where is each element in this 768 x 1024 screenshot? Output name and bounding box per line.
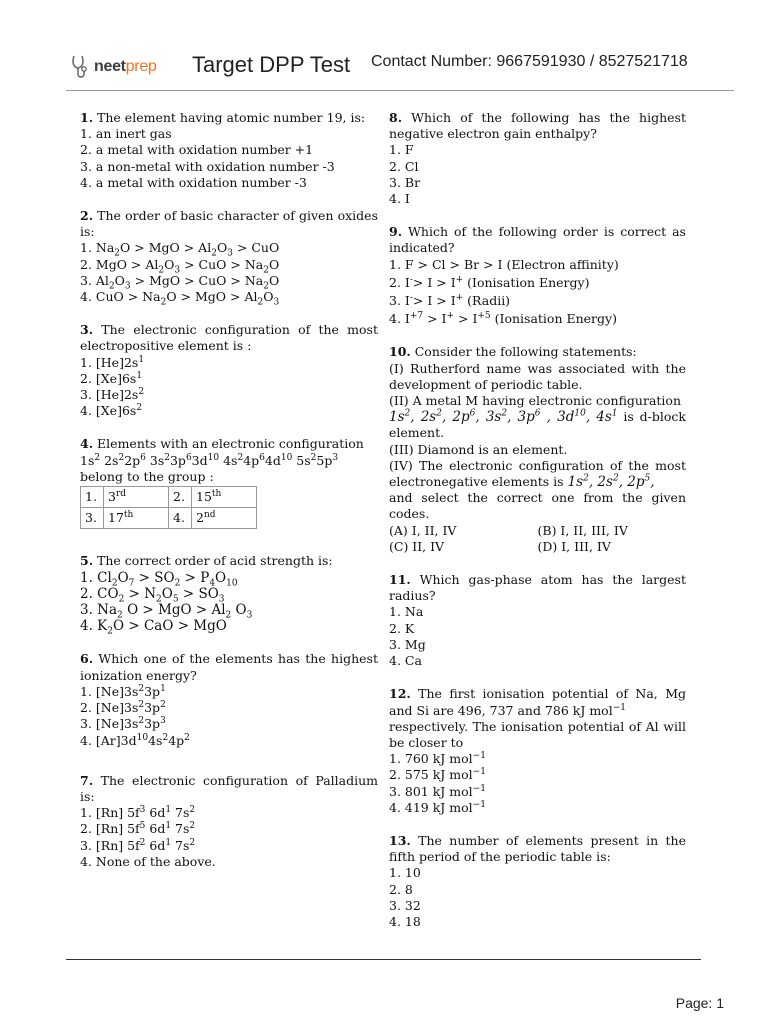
- question-6: [80, 651, 378, 748]
- question-number: 12.: [389, 686, 411, 702]
- option-3: 3. $[He]2s^2$: [80, 386, 145, 403]
- option-value: 15th: [192, 487, 257, 508]
- option-1: 1. $Na_2O$ > MgO > $Al_2O_3$ > CuO: [80, 240, 280, 259]
- question-number: 7.: [80, 772, 94, 788]
- option-1: 1. F > Cl > Br > I (Electron affinity): [389, 256, 619, 272]
- option-3: 3. a non-metal with oxidation number -3: [80, 158, 335, 174]
- logo-text-prep: prep: [125, 58, 157, 75]
- question-text: The first ionisation potential of Na, Mg and Si are 496, 737 and 786 kJ mol: [389, 686, 686, 718]
- option-3: 3. Br: [389, 174, 421, 190]
- stethoscope-icon: [70, 54, 90, 80]
- question-number: 8.: [389, 110, 403, 125]
- page-header: [0, 0, 768, 95]
- statement-2: (II) A metal M having electronic configuration: [389, 393, 681, 409]
- option-4: 4. I: [389, 191, 410, 207]
- question-3: [80, 322, 378, 419]
- statement-1: (I) Rutherford name was associated with the development of periodic table.: [389, 360, 686, 392]
- option-4: 4. a metal with oxidation number -3: [80, 174, 307, 190]
- option-2: 2. [Rn] $5f^5$ $6d^1$ $7s^2$: [80, 821, 196, 837]
- question-text: The number of elements present in the fifth period of the periodic table is:: [389, 832, 686, 865]
- option-number: 4.: [169, 508, 192, 529]
- option-2: 2. Cl: [389, 158, 419, 174]
- question-number: 11.: [389, 572, 411, 588]
- footer-divider: [66, 959, 701, 960]
- question-text: Which of the following has the highest negative electron gain enthalpy?: [389, 110, 686, 142]
- code-d: (D) I, III, IV: [537, 538, 611, 554]
- option-2: 2. K: [389, 620, 415, 636]
- question-number: 3.: [80, 322, 94, 338]
- option-2: 2. $[Xe]6s^1$: [80, 370, 143, 386]
- code-a: (A) I, II, IV: [389, 522, 457, 538]
- question-11: [389, 572, 686, 669]
- question-number: 1.: [80, 110, 94, 125]
- option-3: 3. 32: [389, 897, 421, 913]
- question-text: The electronic configuration of Palladium is:: [80, 772, 379, 804]
- option-number: 1.: [81, 487, 104, 508]
- neetprep-logo: [70, 52, 157, 82]
- header-divider: [66, 90, 734, 91]
- code-b: (B) I, II, III, IV: [537, 522, 628, 538]
- option-4: 4. CuO > $Na_2O$ > MgO > $Al_2O_3$: [80, 289, 280, 308]
- option-4: 4. None of the above.: [80, 853, 216, 869]
- option-1: 1. 760 kJ mol: [389, 751, 473, 767]
- question-7: [80, 773, 378, 870]
- option-3: 3. Mg: [389, 636, 426, 652]
- question-text: Which one of the elements has the highest ionization energy?: [80, 651, 378, 683]
- option-number: 2.: [169, 487, 192, 508]
- option-2: 2. $[Ne]3s^23p^2$: [80, 699, 166, 716]
- option-3: 3. I-> I > I+ (Radii): [389, 292, 511, 309]
- option-4: 4. 419 kJ mol: [389, 799, 473, 815]
- option-1: 1. [Rn] $5f^3$ $6d^1$ $7s^2$: [80, 804, 196, 821]
- option-1: 1. 10: [389, 865, 421, 881]
- option-3: 3. $Al_2O_3$ > MgO > CuO > $Na_2O$: [80, 272, 280, 292]
- option-2: 2. MgO > $Al_2O_3$ > CuO > $Na_2O$: [80, 256, 280, 276]
- option-1: 1. an inert gas: [80, 126, 172, 142]
- question-text: The element having atomic number 19, is:: [97, 110, 366, 125]
- question-number: 4.: [80, 436, 94, 452]
- question-9: [389, 224, 686, 327]
- question-13: [389, 833, 686, 930]
- option-1: 1. $[Ne]3s^23p^1$: [80, 683, 166, 699]
- option-2: 2. $CO_2 > N_2O_5 > SO_3$: [80, 585, 225, 605]
- page-title: Target DPP Test: [192, 52, 351, 77]
- option-value: 3rd: [104, 487, 169, 508]
- statement-3: (III) Diamond is an element.: [389, 441, 568, 457]
- question-text: The electronic configuration of the most electropositive element is :: [80, 322, 378, 354]
- option-2: 2. I-> I > I+ (Ionisation Energy): [389, 274, 590, 290]
- options-table: [80, 486, 257, 529]
- question-text: Which gas-phase atom has the largest radius?: [389, 572, 686, 604]
- question-number: 5.: [80, 553, 94, 569]
- option-3: 3. $Na_2$ O > MgO > $Al_2$ $O_3$: [80, 602, 253, 621]
- option-3: 3. 801 kJ mol: [389, 783, 473, 799]
- option-value: 2nd: [192, 508, 257, 529]
- option-1: 1. F: [389, 142, 414, 158]
- option-1: 1. Na: [389, 604, 424, 620]
- option-3: 3. $[Ne]3s^23p^3$: [80, 716, 166, 732]
- code-c: (C) II, IV: [389, 538, 445, 554]
- option-4: 4. $[Ar]3d^{10}4s^24p^2$: [80, 732, 190, 748]
- question-8: [389, 110, 686, 207]
- question-text: The order of basic character of given oxides is:: [80, 208, 378, 240]
- question-number: 9.: [389, 224, 403, 240]
- option-4: 4. Ca: [389, 653, 422, 669]
- option-2: 2. 8: [389, 881, 413, 897]
- question-number: 6.: [80, 651, 94, 667]
- answer-codes: [389, 523, 686, 555]
- question-5: [80, 553, 378, 637]
- statement-2-tail: is d-block element.: [389, 409, 686, 441]
- option-3: 3. [Rn] $5f^2$ $6d^1$ $7s^2$: [80, 837, 196, 853]
- question-12: 12. The first ionisation potential of Na, Mg and Si are 496, 737 and 786 kJ mol$^{-1}$ respectively. The ionisation potential of Al will be closer to 1. 760 kJ mol$^{-1}$ 2. 575 kJ mol$^{-1}$ 3. 801 kJ mol$^{-1}$ 4. 419 kJ mol$^{-1}$: [389, 686, 686, 815]
- electronic-configuration: $1s^2$ $2s^22p^6$ $3s^23p^63d^{10}$ $4s^24p^64d^{10}$ $5s^25p^3$ belong to the group :: [80, 452, 339, 484]
- question-text: Elements with an electronic configuration: [97, 436, 364, 452]
- question-number: 2.: [80, 208, 94, 224]
- instruction: and select the correct one from the given codes.: [389, 490, 686, 522]
- option-4: 4. $[Xe]6s^2$: [80, 403, 143, 419]
- statement-4: (IV) The electronic configuration of the most electronegative elements is: [389, 457, 686, 490]
- question-text: Consider the following statements:: [414, 344, 637, 360]
- question-10: 10. Consider the following statements: (I) Rutherford name was associated with the development of periodic table. (II) A metal M having electronic configuration $1s^2$, $2s^2$, $2p^6$, $3s^2$, $3p^6$ , $3d^{10}$, $4s^1$ is d-block element. (III) Diamond is an element. (IV) The electronic configuration of the most electronegative elements is $1s^2$, $2s^2$, $2p^5$, and select the correct one from the given codes. (A) I, II, IV (B) I, II, III, IV (C) II, IV (D) I, III, IV: [389, 344, 686, 554]
- option-1: 1. $Cl_2O_7 > SO_2 > P_4O_{10}$: [80, 569, 238, 589]
- left-column: [80, 110, 378, 887]
- question-number: 13.: [389, 832, 411, 848]
- option-number: 3.: [81, 508, 104, 529]
- right-column: [389, 110, 686, 947]
- option-value: 17th: [104, 508, 169, 529]
- option-4: 4. $K_2O$ > CaO > MgO: [80, 618, 227, 637]
- option-1: 1. $[He]2s^1$: [80, 354, 145, 370]
- logo-text-neet: neet: [94, 58, 126, 75]
- question-text: The correct order of acid strength is:: [97, 553, 333, 569]
- question-number: 10.: [389, 344, 411, 360]
- option-2: 2. 575 kJ mol: [389, 767, 473, 783]
- question-text-continued: respectively. The ionisation potential of Al will be closer to: [389, 718, 686, 750]
- option-2: 2. a metal with oxidation number +1: [80, 142, 314, 158]
- page-number: Page: 1: [675, 995, 724, 1011]
- contact-number: Contact Number: 9667591930 / 8527521718: [371, 53, 688, 70]
- question-tail: belong to the group :: [80, 468, 214, 484]
- question-2: [80, 208, 378, 308]
- option-4: 4. 18: [389, 913, 421, 929]
- option-4: 4. $I^{+7} > I^+ > I^{+5}$ (Ionisation Energy): [389, 311, 617, 327]
- question-4: [80, 436, 378, 529]
- question-1: [80, 110, 378, 191]
- question-text: Which of the following order is correct as indicated?: [389, 224, 686, 256]
